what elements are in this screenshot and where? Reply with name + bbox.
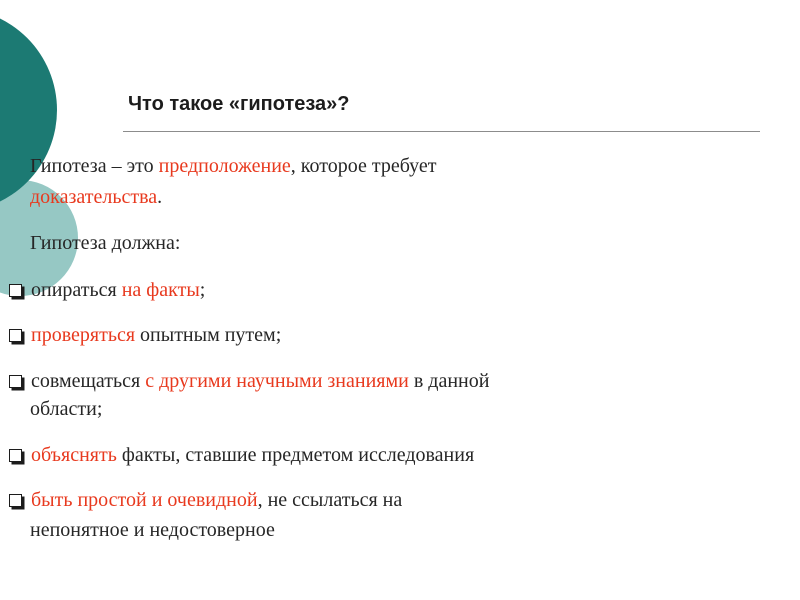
list-item [9, 486, 402, 514]
bullet-highlight: объяснять [31, 444, 117, 466]
bullet-highlight: проверяться [31, 324, 136, 346]
checkbox-square-icon [9, 449, 22, 462]
list-item [9, 276, 205, 304]
definition-text: Гипотеза – это [30, 155, 159, 177]
checkbox-square-icon [9, 494, 22, 507]
list-item [9, 367, 489, 395]
bullet-text-end: факты, ставшие предметом исследования [116, 444, 475, 466]
definition-period: . [157, 186, 163, 208]
slide-title: Что такое «гипотеза»? [128, 93, 350, 115]
checkbox-square-icon [9, 375, 22, 388]
list-item [9, 321, 281, 349]
bullet-text: совмещаться [31, 370, 146, 392]
definition-highlight-proof: доказательства [30, 186, 158, 208]
definition-highlight-assumption: предположение [158, 155, 291, 177]
bullet-text-end: ; [199, 279, 206, 301]
bullet-text-end: в данной [408, 370, 490, 392]
checkbox-square-icon [9, 284, 22, 297]
bullet-text-end: , не ссылаться на [257, 489, 403, 511]
bullet-highlight: быть простой и очевидной [31, 489, 258, 511]
definition-text-2: , которое требует [290, 155, 437, 177]
checkbox-square-icon [9, 329, 22, 342]
definition-line-1 [30, 152, 436, 180]
bullet-continuation: области; [30, 398, 103, 420]
list-item [9, 441, 474, 469]
bullet-text: опираться [31, 279, 122, 301]
bullet-highlight: с другими научными знаниями [145, 370, 409, 392]
bullet-highlight: на факты [121, 279, 200, 301]
must-intro: Гипотеза должна: [30, 232, 181, 254]
bullet-text-end: опытным путем; [135, 324, 282, 346]
bullet-continuation: непонятное и недостоверное [30, 519, 275, 541]
definition-line-2 [30, 183, 162, 211]
title-divider [123, 131, 760, 132]
